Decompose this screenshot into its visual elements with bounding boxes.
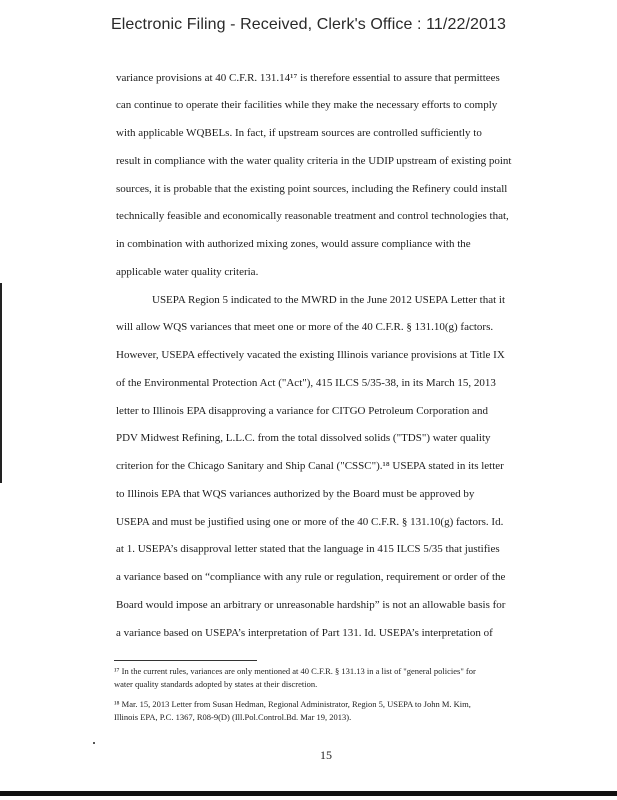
body-line: applicable water quality criteria.	[116, 266, 259, 278]
filing-header: Electronic Filing - Received, Clerk's Office : 11/22/2013	[111, 16, 507, 33]
body-line: at 1. USEPA’s disapproval letter stated that the language in 415 ILCS 5/35 that justifies	[116, 543, 500, 555]
footnote-18-line1: ¹⁸ Mar. 15, 2013 Letter from Susan Hedman, Regional Administrator, Region 5, USEPA to John M. Kim,	[114, 699, 471, 709]
body-line: sources, it is probable that the existing point sources, including the Refinery could install	[116, 183, 508, 195]
footnote-18-line2: Illinois EPA, P.C. 1367, R08-9(D) (Ill.Pol.Control.Bd. Mar 19, 2013).	[114, 712, 352, 722]
page-number: 15	[320, 748, 332, 762]
footnote-17-line1: ¹⁷ In the current rules, variances are only mentioned at 40 C.F.R. § 131.13 in a list of "general policies" for	[114, 666, 476, 676]
body-line: However, USEPA effectively vacated the existing Illinois variance provisions at Title IX	[116, 349, 505, 361]
body-line: Board would impose an arbitrary or unreasonable hardship” is not an allowable basis for	[116, 599, 506, 611]
body-line: criterion for the Chicago Sanitary and Ship Canal ("CSSC").¹⁸ USEPA stated in its letter	[116, 460, 504, 472]
body-line: in combination with authorized mixing zones, would assure compliance with the	[116, 238, 471, 250]
body-line: to Illinois EPA that WQS variances authorized by the Board must be approved by	[116, 488, 475, 500]
margin-mark	[0, 283, 2, 483]
scan-speck	[93, 742, 95, 744]
body-line: of the Environmental Protection Act ("Act"), 415 ILCS 5/35-38, in its March 15, 2013	[116, 377, 496, 389]
body-line: letter to Illinois EPA disapproving a variance for CITGO Petroleum Corporation and	[116, 405, 488, 417]
body-line: USEPA and must be justified using one or more of the 40 C.F.R. § 131.10(g) factors. Id.	[116, 516, 504, 528]
body-line: technically feasible and economically reasonable treatment and control technologies that,	[116, 210, 509, 222]
footnote-17-line2: water quality standards adopted by states at their discretion.	[114, 679, 318, 689]
body-line: USEPA Region 5 indicated to the MWRD in the June 2012 USEPA Letter that it	[152, 294, 506, 306]
body-line: will allow WQS variances that meet one or more of the 40 C.F.R. § 131.10(g) factors.	[116, 321, 494, 333]
body-line: a variance based on “compliance with any rule or regulation, requirement or order of the	[116, 571, 506, 583]
footnote-rule	[114, 660, 257, 661]
scan-edge-gap	[0, 796, 617, 800]
body-line: can continue to operate their facilities while they make the necessary efforts to comply	[116, 99, 498, 111]
body-line: with applicable WQBELs. In fact, if upstream sources are controlled sufficiently to	[116, 127, 482, 139]
body-line: result in compliance with the water quality criteria in the UDIP upstream of existing point	[116, 155, 512, 167]
body-line: a variance based on USEPA’s interpretation of Part 131. Id. USEPA’s interpretation of	[116, 627, 493, 639]
body-line: variance provisions at 40 C.F.R. 131.14¹⁷ is therefore essential to assure that permittees	[116, 72, 500, 84]
body-line: PDV Midwest Refining, L.L.C. from the total dissolved solids ("TDS") water quality	[116, 432, 491, 444]
